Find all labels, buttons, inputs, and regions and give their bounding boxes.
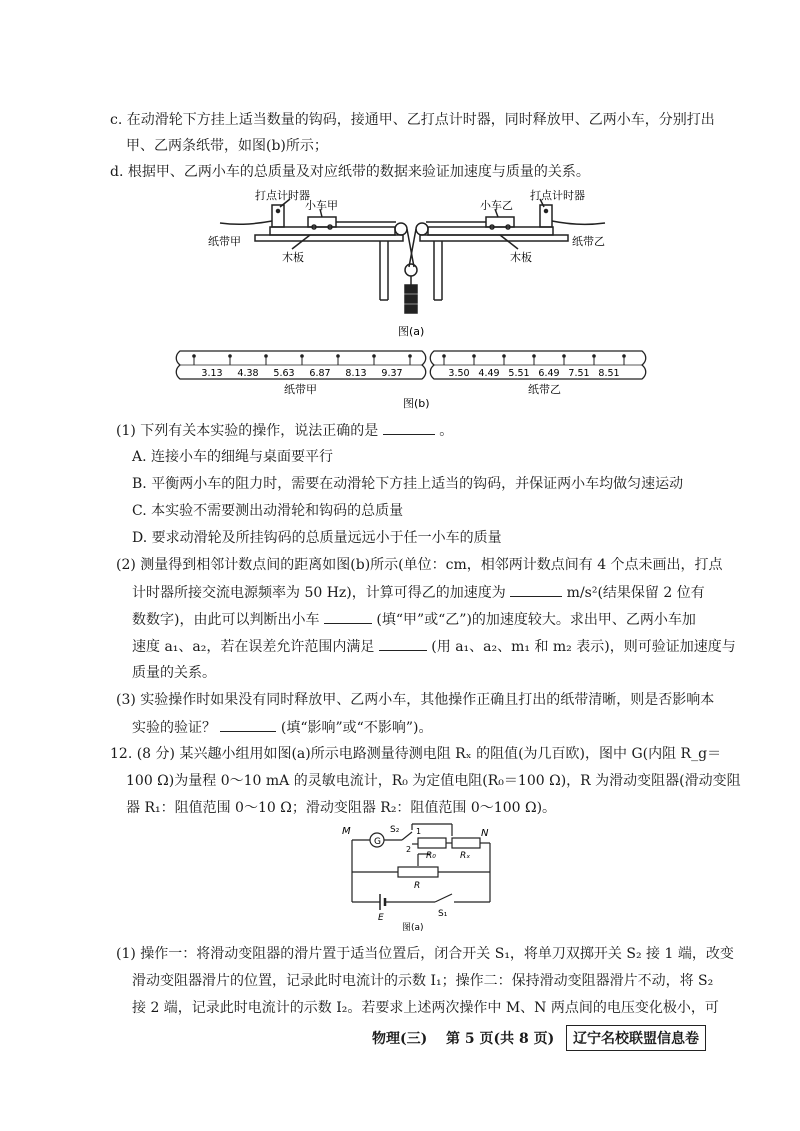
left-table-top [255,235,403,241]
q1-answer-blank[interactable] [383,420,435,435]
q1-option-c: C. 本实验不需要测出动滑轮和钩码的总质量 [132,503,404,519]
q1-option-b: B. 平衡两小车的阻力时，需要在动滑轮下方挂上适当的钩码，并保证两小车均做匀速运动 [132,476,684,492]
battery-label: E [378,913,384,923]
rheostat-label: R [414,881,421,891]
tape-figure [172,345,652,410]
tape-right-distance-label: 8.51 [598,368,620,379]
q12-line2: 100 Ω)为量程 0～10 mA 的灵敏电流计，R₀ 为定值电阻(R₀＝100 Ω)，R 为滑动变阻器(滑动变阻 [126,773,741,789]
q2-car-blank[interactable] [324,609,372,624]
s2-switch-blade [402,832,412,840]
tape-right-ticks [442,354,626,379]
q2-line3-text: 数数字)，由此可以判断出小车 [132,612,320,628]
q2-line1: (2) 测量得到相邻计数点间的距离如图(b)所示(单位：cm，相邻两计数点间有 4 个点未画出，打点 [116,557,723,573]
right-timer [540,205,552,227]
q2-line2 [132,582,705,603]
car-left-label: 小车甲 [305,199,338,212]
node-n-label: N [481,828,489,839]
s2-terminal-1: 1 [416,827,422,836]
q2-line4-end: (用 a₁、a₂、m₁ 和 m₂ 表示)，则可验证加速度与 [431,639,736,655]
tape-right-dot [622,354,626,358]
timer-right-label: 打点计时器 [530,189,585,202]
tape-left-ticks [192,354,412,379]
tape-left-dot [372,354,376,358]
tape-right-dot [502,354,506,358]
tape-left-distance-label: 5.63 [273,368,295,379]
left-board [270,227,395,235]
board-right-label: 木板 [510,251,532,264]
q2-line4-text: 速度 a₁、a₂，若在误差允许范围内满足 [132,639,375,655]
s2-terminal-2: 2 [406,845,412,854]
q12-1-line2: 滑动变阻器滑片的位置，记录此时电流计的示数 I₁；操作二：保持滑动变阻器滑片不动，将 S₂ [132,973,714,989]
q12-1-line3: 接 2 端，记录此时电流计的示数 I₂。若要求上述两次操作中 M、N 两点间的电压变化极小，可 [132,1000,719,1016]
q12-line3: 器 R₁：阻值范围 0～10 Ω；滑动变阻器 R₂：阻值范围 0～100 Ω)。 [126,800,557,816]
fig-b-caption: 图(b) [403,397,430,410]
tape-left-distance-label: 3.13 [201,368,223,379]
step-c-line2: 甲、乙两条纸带，如图(b)所示； [126,138,328,154]
q2-relation-blank[interactable] [379,636,427,651]
q1-stem [116,420,453,441]
q1-option-d: D. 要求动滑轮及所挂钩码的总质量远远小于任一小车的质量 [132,530,502,546]
q3-answer-blank[interactable] [220,717,276,732]
q12-1-line1: (1) 操作一：将滑动变阻器的滑片置于适当位置后，闭合开关 S₁，将单刀双掷开关 S₂ 接 1 端，改变 [116,946,734,962]
step-d: d. 根据甲、乙两小车的总质量及对应纸带的数据来验证加速度与质量的关系。 [110,164,590,180]
galvanometer-label: G [374,837,381,847]
circuit-figure [340,822,500,932]
tape-right-dot [592,354,596,358]
q3-line2-end: (填“影响”或“不影响”)。 [280,720,433,736]
s2-label: S₂ [390,825,400,835]
q1-stem-text: (1) 下列有关本实验的操作，说法正确的是 [116,423,379,439]
q2-line2-unit: m/s²(结果保留 2 位有 [566,585,705,601]
q2-line5: 质量的关系。 [132,665,216,681]
tape-left-dot [228,354,232,358]
tape-right-dot [442,354,446,358]
timer-left-label: 打点计时器 [255,189,310,202]
q12-line1: 12. (8 分) 某兴趣小组用如图(a)所示电路测量待测电阻 Rₓ 的阻值(为几百欧)，图中 G(内阻 R_g＝ [110,746,722,762]
tape-left-dot [408,354,412,358]
tape-right-dot [472,354,476,358]
q2-line3-end: (填“甲”或“乙”)的加速度较大。求出甲、乙两小车加 [376,612,696,628]
right-pulley [416,223,428,235]
tape-right-distance-label: 3.50 [448,368,470,379]
tape-right-distance-label: 6.49 [538,368,560,379]
tape-left-dot [336,354,340,358]
tape-left-dot [300,354,304,358]
r0-resistor [418,838,446,848]
apparatus-figure [200,185,620,345]
q2-accel-blank[interactable] [510,582,562,597]
node-m-label: M [342,826,351,837]
rx-label: Rₓ [460,851,471,861]
tape-left-label: 纸带甲 [208,235,241,248]
rheostat [398,867,438,877]
fig-a-caption: 图(a) [398,325,425,338]
s1-label: S₁ [438,909,448,919]
footer-series-box: 辽宁名校联盟信息卷 [566,1025,706,1051]
q3-line2 [132,717,432,738]
tape-right-dot [562,354,566,358]
tape-right-distance-label: 5.51 [508,368,530,379]
tape-right-distance-label: 4.49 [478,368,500,379]
q3-line1: (3) 实验操作时如果没有同时释放甲、乙两小车，其他操作正确且打出的纸带清晰，则是否影响本 [116,692,715,708]
tape-right-label: 纸带乙 [528,383,561,396]
right-table-top [420,235,568,241]
tape-left-distance-label: 8.13 [345,368,367,379]
tape-left-distance-label: 4.38 [237,368,259,379]
q2-line2-text: 计时器所接交流电源频率为 50 Hz)，计算可得乙的加速度为 [132,585,506,601]
q2-line4 [132,636,736,657]
q2-line3 [132,609,696,630]
left-pulley [395,223,407,235]
tape-right-dot [532,354,536,358]
left-timer [272,205,284,227]
tape-left-distance-label: 6.87 [309,368,331,379]
r0-label: R₀ [426,851,436,861]
s1-switch-blade [435,894,452,902]
movable-pulley [405,264,417,276]
q1-option-a: A. 连接小车的细绳与桌面要平行 [132,449,334,465]
tape-left-label: 纸带甲 [284,383,317,396]
tape-right-label: 纸带乙 [572,235,605,248]
footer-subject: 物理(三) [372,1031,428,1047]
board-left-label: 木板 [282,251,304,264]
tape-left-dot [264,354,268,358]
footer-page: 第 5 页(共 8 页) [446,1031,555,1047]
q3-line2-text: 实验的验证？ [132,720,216,736]
circuit-caption: 图(a) [402,923,424,932]
car-right-label: 小车乙 [480,199,513,212]
tape-right-distance-label: 7.51 [568,368,590,379]
step-c-line1: c. 在动滑轮下方挂上适当数量的钩码，接通甲、乙打点计时器，同时释放甲、乙两小车，分别打出 [110,112,715,128]
q1-stem-end: 。 [439,423,454,439]
tape-left-distance-label: 9.37 [381,368,403,379]
rx-resistor [452,838,480,848]
tape-left-dot [192,354,196,358]
